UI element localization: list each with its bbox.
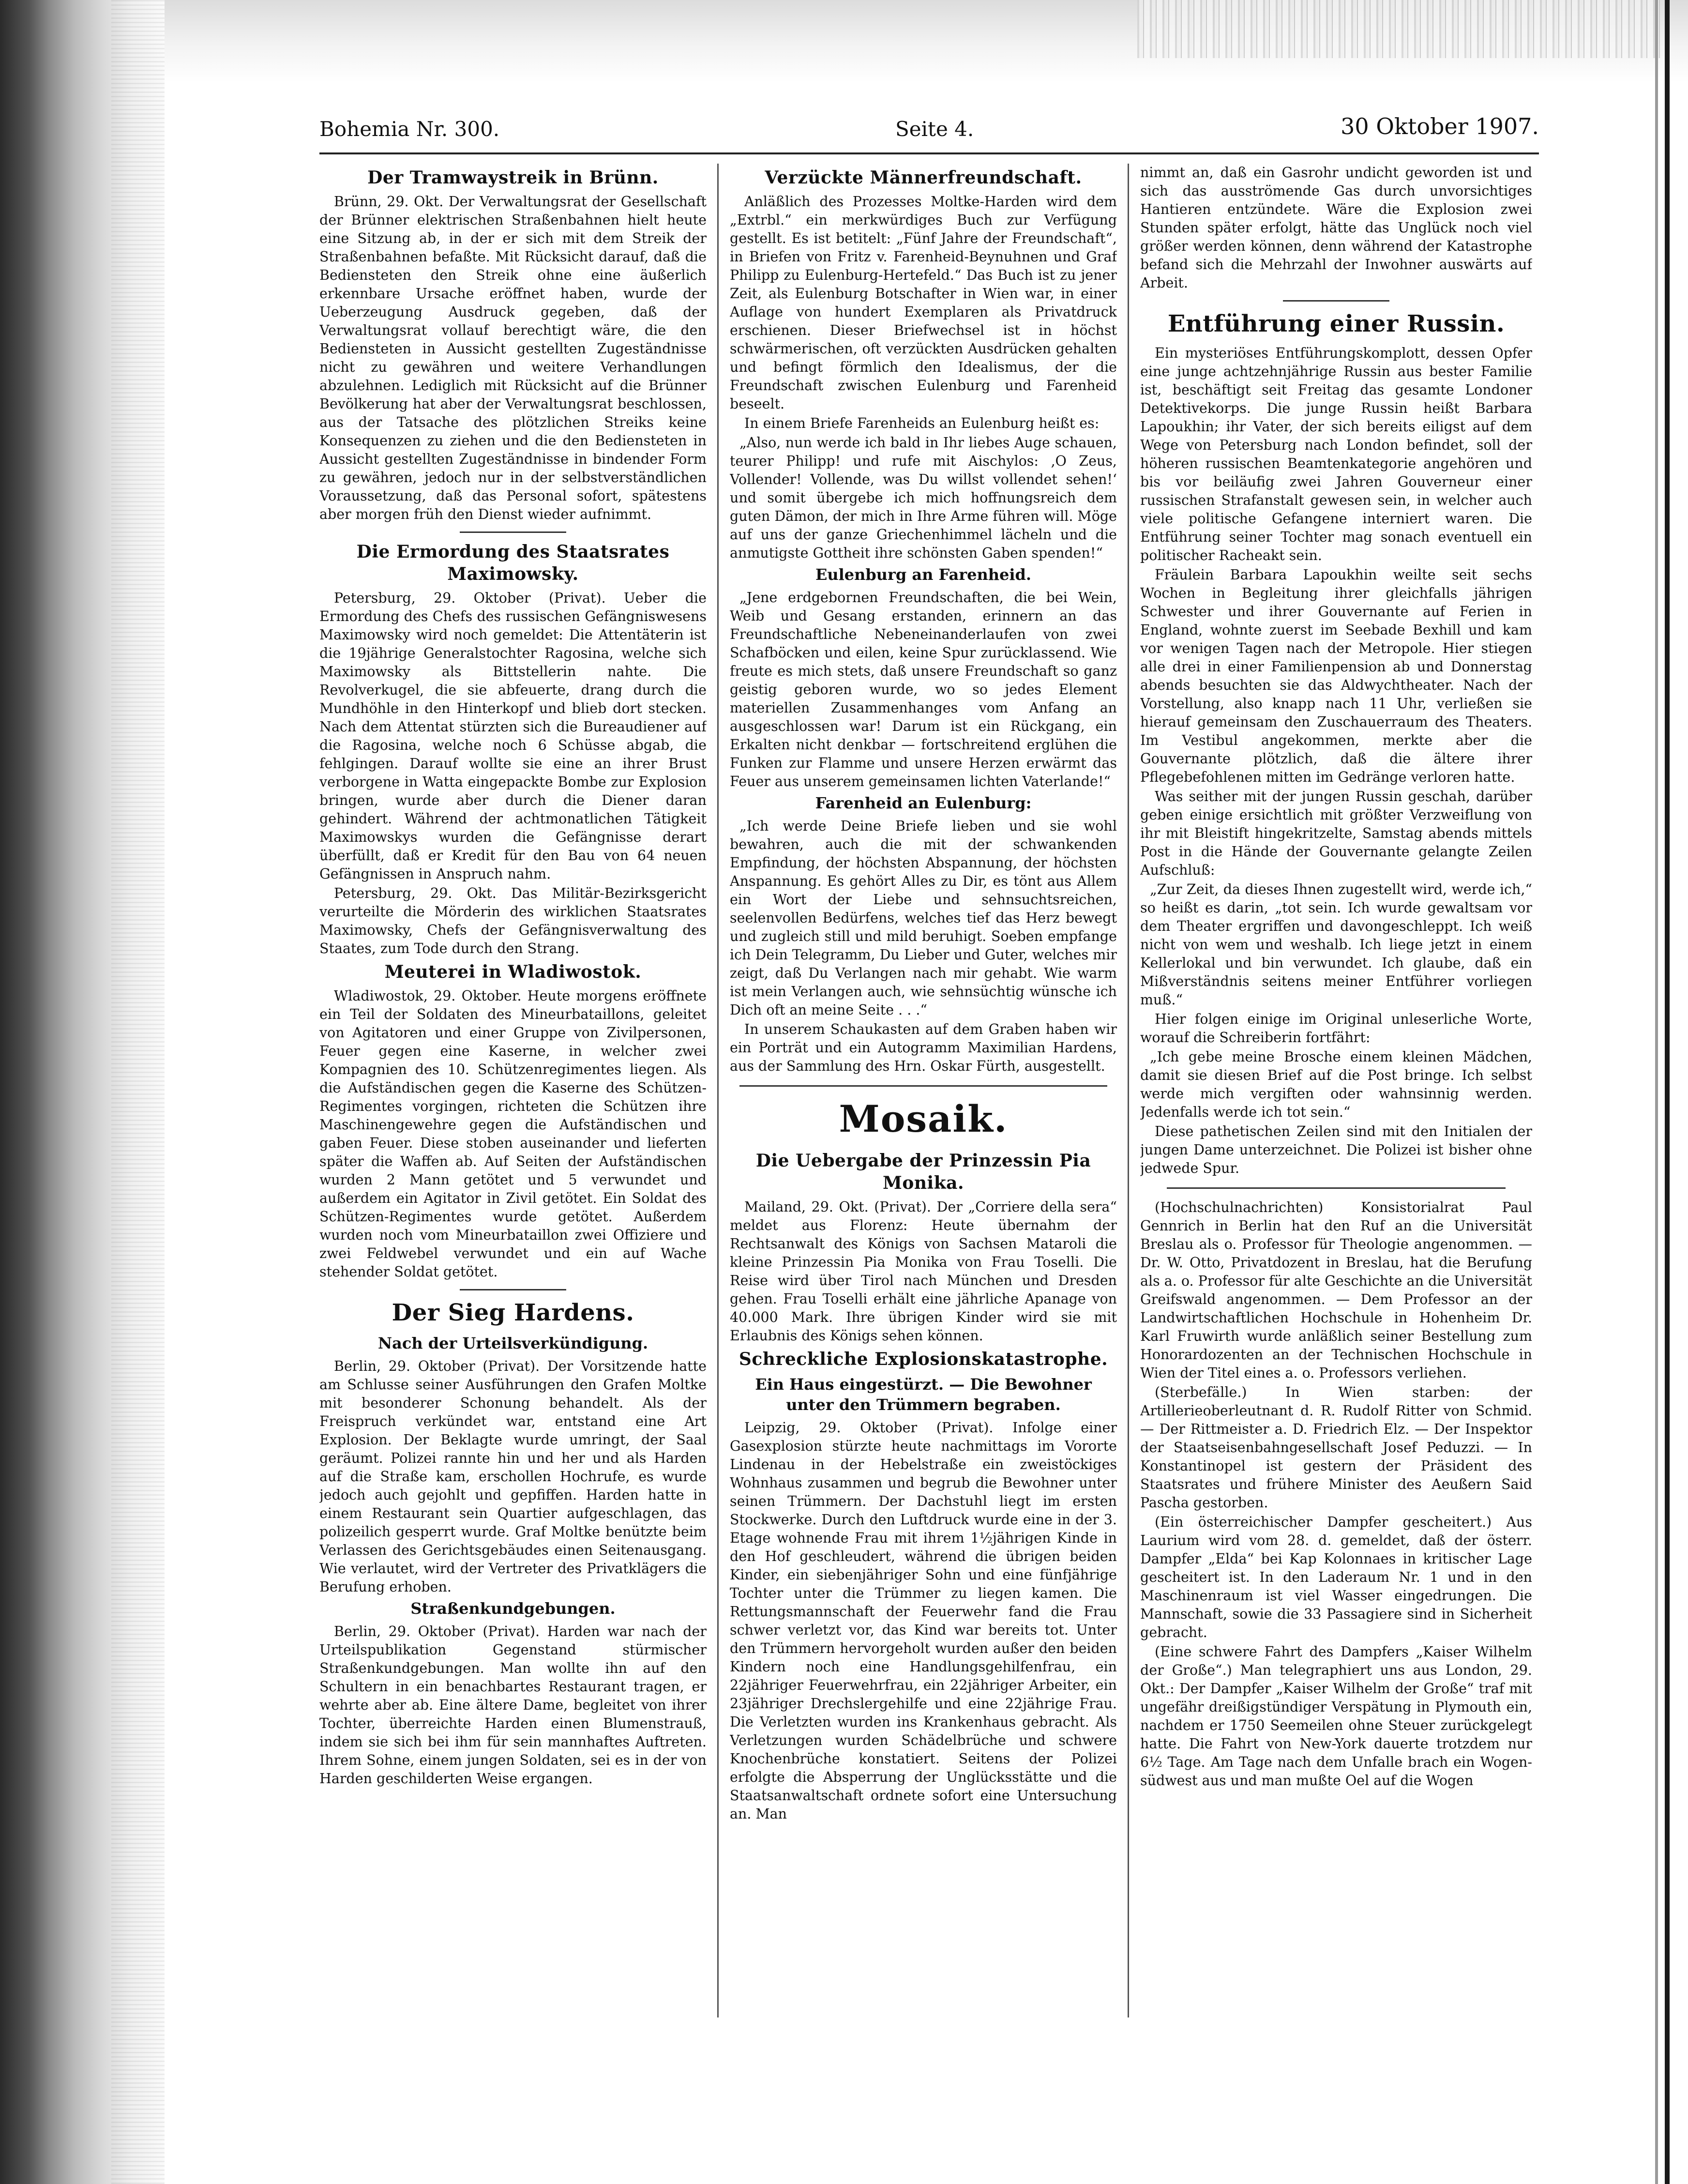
column-1 [319, 164, 707, 2017]
quote-abduction-1: „Zur Zeit, da dieses Ihnen zugestellt wird, werde ich,“ so heißt es darin, „tot sein. Ich wurde gewaltsam vor dem Theater ergriffen und davongeschleppt. Ich weiß nicht von wem und weshalb. Ich liege jetzt in einem Kellerlokal und bin verwundet. Ich glaube, daß ein Mißverständnis seitens meiner Entführer vorliegen muß.“ [1140, 881, 1532, 1008]
subheadline-verdict: Nach der Urteilsverkündigung. [377, 1334, 648, 1352]
quote-friendship-2: „Jene erdgebornen Freundschaften, die bei Wein, Weib und Gesang erstanden, erinnern an das Freundschaftliche Nebeneinanderlaufen von zwei Schafböcken und eilen, keine Spur zurücklassend. Wie freute es mich stets, daß unsere Freundschaft so ganz geistig geboren wurde, wo so jedes Element materiellen Zusammenhanges vom Anfang an ausgeschlossen war! Darum ist ein Rückgang, ein Erkalten nicht denkbar — fortschreitend erglühen die Funken zur Flamme und unsere Herzen erwärmt das Feuer aus unserem gemeinsamen lichten Vaterlande!“ [730, 590, 1117, 789]
article-tramway-strike: Brünn, 29. Okt. Der Verwaltungsrat der Gesellschaft der Brünner elektrischen Straßenbahnen hielt heute eine Sitzung ab, in der er sich mit dem Streik der Straßenbahnen befaßte. Mit Rücksicht darauf, daß die Bediensteten den Streik ohne eine äußerlich erkennbare Ursache eröffnet haben, wurde der Ueberzeugung Ausdruck gegeben, daß der Verwaltungsrat vollauf berechtigt wäre, die den Bediensteten in Aussicht gestellten Zugeständnisse nicht zu gewähren und weitere Verhandlungen abzulehnen. Lediglich mit Rücksicht auf die Brünner Bevölkerung hat aber der Verwaltungsrat beschlossen, aus der Tatsache des plötzlichen Streiks keine Konsequenzen zu ziehen und die den Bediensteten in Aussicht gestellten Zugeständnisse in bindender Form zu gewähren, jedoch nur in der selbstverständlichen Voraussetzung, daß das Personal sofort, spätestens aber morgen früh den Dienst wieder aufnimmt. [319, 194, 707, 522]
quote-friendship-3: „Ich werde Deine Briefe lieben und sie wohl bewahren, auch die mit der schwankenden Empfindung, der höchsten Abspannung, der höchsten Anspannung. Es gehört Alles zu Dir, es tönt aus Allem ein Wort der Liebe und sehnsuchtsreichen, seelenvollen Bedürfens, welches tief das Herz bewegt und zugleich still und mild beruhigt. Soeben empfange ich Dein Telegramm, Du Lieber und Guter, welches mir zeigt, daß Du Verlangen nach mir gehabt. Wie warm ist mein Verlangen auch, wie sehnsüchtig wünsche ich Dich oft an meine Seite . . .“ [730, 818, 1117, 1018]
subheadline-farenheid-to-eulenburg: Farenheid an Eulenburg: [815, 794, 1032, 812]
headline-tramway-strike: Der Tramwaystreik in Brünn. [367, 167, 659, 188]
article-abduction-3: Was seither mit der jungen Russin geschah, darüber geben einige ersichtlich mit größter Verzweiflung von ihr mit Bleistift hingekritzelte, Samstag abends mittels Post in die Hände der Gouvernante gelangte Zeilen Aufschluß: [1140, 789, 1532, 878]
header-issue: Bohemia Nr. 300. [319, 117, 500, 141]
article-harden-1: Berlin, 29. Oktober (Privat). Der Vorsitzende hatte am Schlusse seiner Ausführungen den Grafen Moltke mit besonderer Schonung behandelt. Als der Freispruch verkündet war, entstand eine Art Explosion. Der Beklagte wurde umringt, der Saal geräumt. Polizei rannte hin und her und als Harden auf die Straße kam, erschollen Hochrufe, es wurde jedoch auch gejohlt und gepfiffen. Harden hatte in einem Restaurant sein Quartier aufgeschlagen, das polizeilich gesperrt wurde. Graf Moltke benützte beim Verlassen des Gerichtsgebäudes einen Seitenausgang. Wie verlautet, wird der Vertreter des Privatklägers die Berufung erhoben. [319, 1358, 707, 1595]
header-rule [319, 152, 1539, 154]
column-rule-2 [1128, 164, 1129, 2017]
article-mutiny: Wladiwostok, 29. Oktober. Heute morgens eröffnete ein Teil der Soldaten des Mineurbataillons, geleitet von Agitatoren und einer Gruppe von Zivilpersonen, Feuer gegen eine Kaserne, in welcher zwei Kompagnien des 10. Schützenregimentes liegen. Als die Aufständischen gegen die Kaserne des Schützen-Regimentes vorgingen, richteten die Schützen ihre Maschinengewehre gegen die Aufständischen und gaben Feuer. Diese stoben auseinander und lieferten später die Waffen ab. Auf Seiten der Aufständischen wurden 2 Mann getötet und 5 verwundet und außerdem ein Agitator in Zivil getötet. Ein Soldat des Schützen-Regimentes wurde getötet. Außerdem wurden noch vom Mineurbataillon zwei Offiziere und zwei Feldwebel verwundet und ein auf Wache stehender Soldat getötet. [319, 988, 707, 1280]
subheadline-street-demonstrations: Straßenkundgebungen. [410, 1599, 616, 1618]
article-harden-2: Berlin, 29. Oktober (Privat). Harden war nach der Urteilspublikation Gegenstand stürmischer Straßenkundgebungen. Man wollte ihn auf den Schultern in ein benachbartes Restaurant tragen, er wehrte aber ab. Eine ältere Dame, begleitet von ihrer Tochter, überreichte Harden einen Blumenstrauß, indem sie sich bei ihm für sein mannhaftes Auftreten. Ihrem Sohne, einem jungen Soldaten, sei es in der von Harden geschilderten Weise ergangen. [319, 1623, 707, 1787]
book-binding-texture [111, 0, 165, 2184]
article-abduction-5: Diese pathetischen Zeilen sind mit den Initialen der jungen Dame unterzeichnet. Die Polizei ist bisher ohne jedwede Spur. [1140, 1123, 1532, 1176]
separator-wide [1167, 1187, 1506, 1189]
article-explosion: Leipzig, 29. Oktober (Privat). Infolge einer Gasexplosion stürzte heute nachmittags im Vororte Lindenau in der Hebelstraße ein zweistöckiges Wohnhaus zusammen und begrub die Bewohner unter seinen Trümmern. Der Dachstuhl liegt im ersten Stockwerke. Durch den Luftdruck wurde eine in der 3. Etage wohnende Frau mit ihrem 1½jährigen Kinde in den Hof geschleudert, während die übrigen beiden Kinder, ein siebenjähriger Sohn und eine fünfjährige Tochter unter die Trümmer zu liegen kamen. Die Rettungsmannschaft der Feuerwehr fand die Frau schwer verletzt vor, das Kind war bereits tot. Unter den Trümmern hervorgeholt wurden außer den beiden Kindern noch eine Handlungsgehilfenfrau, ein 22jähriger Feuerwehrfrau, ein 22jähriger Arbeiter, ein 23jähriger Drechslergehilfe und eine 22jährige Frau. Die Verletzten wurden ins Krankenhaus gebracht. Als Verletzungen wurden Schädelbrüche und schwere Knochenbrüche konstatiert. Seitens der Polizei erfolgte die Absperrung der Unglücksstätte und die Staatsanwaltschaft ordnete sofort eine Untersuchung an. Man [730, 1420, 1117, 1822]
headline-explosion: Schreckliche Explosionskatastrophe. [738, 1349, 1108, 1369]
header-date: 30 Oktober 1907. [1341, 113, 1539, 139]
article-maximowsky-1: Petersburg, 29. Oktober (Privat). Ueber die Ermordung des Chefs des russischen Gefängniswesens Maximowsky wird noch gemeldet: Die Attentäterin ist die 19jährige Generalstochter Ragosina, welche sich Maximowsky als Bittstellerin nahte. Die Revolverkugel, die sie abfeuerte, drang durch die Mundhöhle in den Hinterkopf und blieb dort stecken. Nach dem Attentat stürzten sich die Bureaudiener auf die Ragosina, welche noch 6 Schüsse abgab, die fehlgingen. Darauf wollte sie eine an ihrer Brust verborgene in Watta eingepackte Bombe zur Explosion bringen, wurde aber durch die Diener daran gehindert. Während der achtmonatlichen Tätigkeit Maximowskys wurden die Gefängnisse derart überfüllt, daß er Kredit für den Bau von 64 neuen Gefängnissen in Anspruch nahm. [319, 590, 707, 882]
scan-top-noise [1137, 0, 1660, 58]
article-princess: Mailand, 29. Okt. (Privat). Der „Corriere della sera“ meldet aus Florenz: Heute übernahm der Rechtsanwalt des Königs von Sachsen Mataroli die kleine Prinzessin Pia Monika von Frau Toselli. Die Reise wird über Tirol nach München und Dresden gehen. Frau Toselli erhält eine jährliche Apanage von 40.000 Mark. Ihre übrigen Kinder wird sie mit Erlaubnis des Königs sehen können. [730, 1199, 1117, 1344]
page-header [319, 111, 1539, 155]
article-abduction-4: Hier folgen einige im Original unleserliche Worte, worauf die Schreiberin fortfährt: [1140, 1011, 1532, 1046]
separator-wide [739, 1085, 1107, 1087]
scan-right-edge-light [1655, 0, 1658, 2184]
separator [1283, 300, 1389, 302]
column-3 [1140, 164, 1532, 2017]
header-page-number: Seite 4. [895, 117, 974, 141]
headline-maximowsky: Die Ermordung des Staatsrates Maximowsky. [356, 542, 670, 584]
section-title-mosaik: Mosaik. [839, 1097, 1008, 1140]
separator [460, 531, 566, 533]
headline-princess: Die Uebergabe der Prinzessin Pia Monika. [755, 1151, 1091, 1193]
headline-friendship: Verzückte Männerfreundschaft. [765, 167, 1082, 188]
newspaper-page [319, 111, 1539, 2023]
separator [460, 1289, 566, 1290]
notice-steamer-wrecked: (Ein österreichischer Dampfer gescheitert.) Aus Laurium wird vom 28. d. gemeldet, daß der österr. Dampfer „Elda“ bei Kap Kolonnaes in kritischer Lage gescheitert ist. In den Laderaum Nr. 1 und in den Maschinenraum ist viel Wasser eingedrungen. Die Mannschaft, sowie die 33 Passagiere sind in Sicherheit gebracht. [1140, 1514, 1532, 1640]
column-rule-1 [717, 164, 719, 2017]
headline-harden-victory: Der Sieg Hardens. [392, 1299, 634, 1326]
notice-university-news: (Hochschulnachrichten) Konsistorialrat Paul Gennrich in Berlin hat den Ruf an die Universität Breslau als o. Professor für Theologie angenommen. — Dr. W. Otto, Privatdozent in Breslau, hat die Berufung als a. o. Professor für alte Geschichte an die Universität Greifswald angenommen. — Dem Professor an der Landwirtschaftlichen Hochschule in Hohenheim Dr. Karl Fruwirth wurde anläßlich seiner Bestellung zum Honorardozenten an der Technischen Hochschule in Wien der Titel eines a. o. Professors verliehen. [1140, 1199, 1532, 1381]
headline-abduction: Entführung einer Russin. [1167, 310, 1505, 337]
article-abduction-2: Fräulein Barbara Lapoukhin weilte seit sechs Wochen in Begleitung ihrer gleichfalls jährigen Schwester und ihrer Gouvernante auf Ferien in England, wohnte zuerst im Seebade Bexhill und kam vor wenigen Tagen nach der Metropole. Hier stiegen alle drei in einer Familienpension ab und Donnerstag abends besuchten sie das Aldwychtheater. Nach der Vorstellung, also knapp nach 11 Uhr, verließen sie hierauf gemeinsam den Zuschauerraum des Theaters. Im Vestibul angekommen, merkte aber die Gouvernante plötzlich, daß die ältere ihrer Pflegebefohlenen mitten im Gedränge verloren hatte. [1140, 567, 1532, 785]
notice-deaths: (Sterbefälle.) In Wien starben: der Artillerieoberleutnant d. R. Rudolf Ritter von Schmid. — Der Rittmeister a. D. Friedrich Elz. — Der Inspektor der Staatseisenbahngesellschaft Josef Peduzzi. — In Konstantinopel ist gestern der Präsident des Staatsrates und frühere Minister des Aeußern Said Pascha gestorben. [1140, 1384, 1532, 1511]
article-friendship-1: Anläßlich des Prozesses Moltke-Harden wird dem „Extrbl.“ ein merkwürdiges Buch zur Verfügung gestellt. Es ist betitelt: „Fünf Jahre der Freundschaft“, in Briefen von Fritz v. Farenheid-Beynuhnen und Graf Philipp zu Eulenburg-Hertefeld.“ Das Buch ist zu jener Zeit, als Eulenburg Botschafter in Wien war, in einer Auflage von hundert Exemplaren als Privatdruck erschienen. Dieser Briefwechsel ist in höchst schwärmerischen, oft verzückten Ausdrücken gehalten und befingt förmlich den Idealismus, der die Freundschaft zwischen Eulenburg und Farenheid beseelt. [730, 194, 1117, 412]
quote-abduction-2: „Ich gebe meine Brosche einem kleinen Mädchen, damit sie diesen Brief auf die Post bringe. Ich selbst werde mich vergiften oder wahnsinnig werden. Jedenfalls werde ich tot sein.“ [1140, 1049, 1532, 1120]
article-friendship-3: In unserem Schaukasten auf dem Graben haben wir ein Porträt und ein Autogramm Maximilian Hardens, aus der Sammlung des Hrn. Oskar Fürth, ausgestellt. [730, 1021, 1117, 1074]
column-2 [730, 164, 1117, 2017]
notice-steamer-voyage: (Eine schwere Fahrt des Dampfers „Kaiser Wilhelm der Große“.) Man telegraphiert uns aus London, 29. Okt.: Der Dampfer „Kaiser Wilhelm der Große“ traf mit ungefähr dreißigstündiger Verspätung in Plymouth ein, nachdem er 1750 Seemeilen ohne Steuer zurückgelegt hatte. Die Fahrt von New-York dauerte trotzdem nur 6½ Tage. Am Tage nach dem Unfalle brach ein Wogen-südwest aus und man mußte Oel auf die Wogen [1140, 1644, 1532, 1789]
article-friendship-2: In einem Briefe Farenheids an Eulenburg heißt es: [744, 415, 1100, 431]
subheadline-explosion: Ein Haus eingestürzt. — Die Bewohner unter den Trümmern begraben. [755, 1375, 1092, 1414]
subheadline-eulenburg-to-farenheid: Eulenburg an Farenheid. [815, 565, 1032, 584]
headline-mutiny: Meuterei in Wladiwostok. [384, 962, 642, 982]
scan-right-edge-dark [1665, 0, 1670, 2184]
article-abduction-1: Ein mysteriöses Entführungskomplott, dessen Opfer eine junge achtzehnjährige Russin aus bester Familie ist, beschäftigt seit Freitag das gesamte Londoner Detektivekorps. Die junge Russin heißt Barbara Lapoukhin; ihr Vater, der sich bereits eiligst auf dem Wege von Petersburg nach London befindet, soll der höheren russischen Beamtenkategorie angehören und bis vor beiläufig zwei Jahren Gouverneur einer russischen Strafanstalt gewesen sein, in welcher auch viele politische Gefangene interniert waren. Die Entführung seiner Tochter mag sonach eventuell ein politischer Racheakt sein. [1140, 345, 1532, 563]
article-maximowsky-2: Petersburg, 29. Okt. Das Militär-Bezirksgericht verurteilte die Mörderin des wirklichen Staatsrates Maximowsky, Chefs der Gefängnisverwaltung des Staates, zum Tode durch den Strang. [319, 885, 707, 956]
article-explosion-continued: nimmt an, daß ein Gasrohr undicht geworden ist und sich das ausströmende Gas durch unvorsichtiges Hantieren entzündete. Wäre die Explosion zwei Stunden später erfolgt, hätte das Unglück noch viel größer werden können, denn während der Katastrophe befand sich die Mehrzahl der Inwohner auswärts auf Arbeit. [1140, 165, 1532, 291]
quote-friendship-1: „Also, nun werde ich bald in Ihr liebes Auge schauen, teurer Philipp! und rufe mit Aischylos: ‚O Zeus, Vollender! Vollende, was Du willst vollendet sehen!‘ und somit übergebe ich mich hoffnungsreich dem guten Dämon, der mich in Ihre Arme führen will. Möge auf uns der ganze Griechenhimmel lächeln und die anmutigste Gottheit ihre schönsten Gaben spenden!“ [730, 435, 1117, 561]
